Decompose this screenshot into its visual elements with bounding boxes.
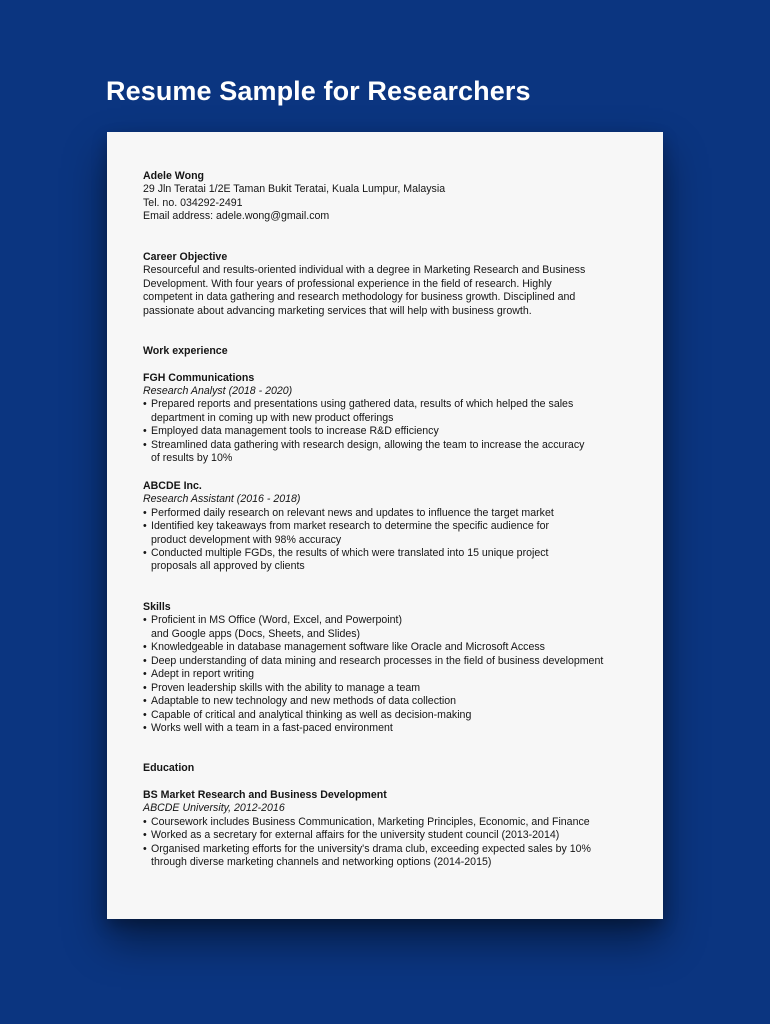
job-bullets — [143, 398, 643, 465]
experience-section — [143, 345, 643, 574]
bullet-item: • Coursework includes Business Communication, Marketing Principles, Economic, and Finance — [143, 816, 643, 829]
education-school: ABCDE University, 2012-2016 — [143, 802, 285, 815]
job-company: FGH Communications — [143, 371, 255, 384]
objective-line: Resourceful and results-oriented individual with a degree in Marketing Research and Business — [143, 264, 586, 277]
job-company: ABCDE Inc. — [143, 479, 202, 492]
bullet-item: • Identified key takeaways from market research to determine the specific audience for product development with 98% accuracy — [143, 520, 643, 547]
job-role: Research Analyst (2018 - 2020) — [143, 384, 293, 397]
job-role: Research Assistant (2016 - 2018) — [143, 493, 301, 506]
objective-line: passionate about advancing marketing services that will help with business growth. — [143, 304, 532, 317]
job-entry — [143, 480, 643, 574]
bullet-item: • Streamlined data gathering with research design, allowing the team to increase the accuracy of results by 10% — [143, 439, 643, 466]
education-section — [143, 762, 643, 869]
objective-line: competent in data gathering and research methodology for business growth. Disciplined and — [143, 291, 576, 304]
bullet-item: • Performed daily research on relevant news and updates to influence the target market — [143, 507, 643, 520]
skills-list — [143, 614, 643, 735]
skill-item: • Knowledgeable in database management software like Oracle and Microsoft Access — [143, 641, 643, 654]
contact-name: Adele Wong — [143, 170, 205, 182]
objective-section — [143, 251, 643, 318]
skill-item: • Adept in report writing — [143, 668, 643, 681]
skill-item: • Capable of critical and analytical thinking as well as decision-making — [143, 709, 643, 722]
contact-phone: Tel. no. 034292-2491 — [143, 196, 243, 209]
skill-item: • Proficient in MS Office (Word, Excel, and Powerpoint) and Google apps (Docs, Sheets, and Slides) — [143, 614, 643, 641]
resume-document — [107, 132, 663, 919]
skill-item: • Adaptable to new technology and new methods of data collection — [143, 695, 643, 708]
skill-item: • Works well with a team in a fast-paced environment — [143, 722, 643, 735]
experience-heading: Work experience — [143, 345, 228, 358]
bullet-item: • Organised marketing efforts for the university's drama club, exceeding expected sales by 10% through diverse marketing channels and networking options (2014-2015) — [143, 843, 643, 870]
objective-line: Development. With four years of professional experience in the field of research. Highly — [143, 277, 552, 290]
bullet-item: • Employed data management tools to increase R&D efficiency — [143, 425, 643, 438]
page-title: Resume Sample for Researchers — [106, 76, 531, 106]
contact-address: 29 Jln Teratai 1/2E Taman Bukit Teratai, Kuala Lumpur, Malaysia — [143, 183, 446, 196]
objective-heading: Career Objective — [143, 250, 228, 263]
skill-item: • Deep understanding of data mining and research processes in the field of business development — [143, 655, 643, 668]
education-heading: Education — [143, 762, 195, 775]
job-bullets — [143, 507, 643, 574]
job-entry — [143, 372, 643, 466]
contact-section — [143, 170, 643, 224]
bullet-item: • Worked as a secretary for external affairs for the university student council (2013-2014) — [143, 829, 643, 842]
education-bullets — [143, 816, 643, 870]
bullet-item: • Conducted multiple FGDs, the results of which were translated into 15 unique project proposals all approved by clients — [143, 547, 643, 574]
bullet-item: • Prepared reports and presentations using gathered data, results of which helped the sales department in coming up with new product offerings — [143, 398, 643, 425]
skills-heading: Skills — [143, 600, 171, 613]
education-degree: BS Market Research and Business Development — [143, 788, 387, 801]
contact-email: Email address: adele.wong@gmail.com — [143, 210, 330, 223]
skill-item: • Proven leadership skills with the ability to manage a team — [143, 682, 643, 695]
skills-section — [143, 601, 643, 736]
